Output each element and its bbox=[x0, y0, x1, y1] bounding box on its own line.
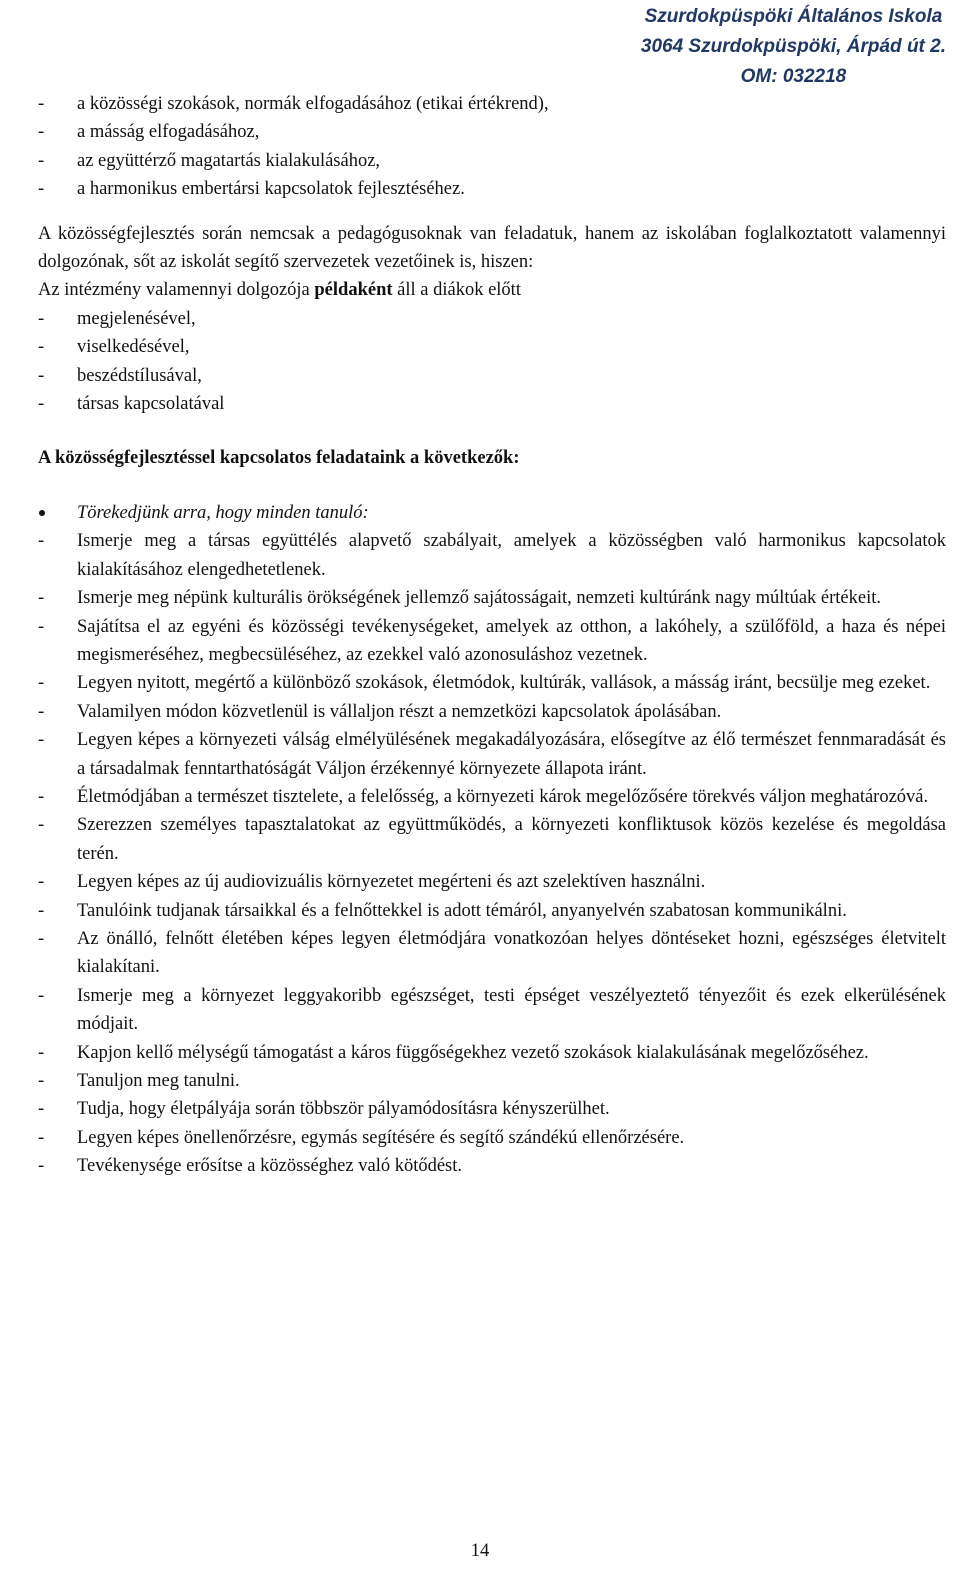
bullet-icon bbox=[39, 510, 45, 516]
community-paragraph bbox=[38, 220, 946, 305]
list-item: - Ismerje meg a társas együttélés alapvető szabályait, amelyek a közösségben való harmonikus kapcsolatok kialakításához elengedhetetlenek. bbox=[38, 527, 946, 584]
section-heading: A közösségfejlesztéssel kapcsolatos feladataink a következők: bbox=[38, 448, 520, 469]
school-om-id: OM: 032218 bbox=[740, 66, 847, 87]
values-list bbox=[38, 90, 946, 204]
page-number: 14 bbox=[470, 1541, 490, 1561]
document-body bbox=[38, 90, 946, 1181]
list-item: - Kapjon kellő mélységű támogatást a káros függőségekhez vezető szokások kialakulásának megelőzőséhez. bbox=[38, 1039, 946, 1067]
paragraph-text: A közösségfejlesztés során nemcsak a pedagógusoknak van feladatuk, hanem az iskolában foglalkoztatott valamennyi dolgozónak, sőt az iskolát segítő szervezetek vezetőinek is, hiszen: bbox=[38, 223, 946, 273]
list-item: - Sajátítsa el az egyéni és közösségi tevékenységeket, amelyek az otthon, a lakóhely, a szülőföld, a haza és népei megismeréséhez, megbecsüléséhez, az ezekkel való azonosuláshoz vezetnek. bbox=[38, 613, 946, 670]
list-item: - Tevékenysége erősítse a közösséghez való kötődést. bbox=[38, 1152, 946, 1180]
list-item: - Legyen képes önellenőrzésre, egymás segítésére és segítő szándékú ellenőrzésére. bbox=[38, 1124, 946, 1152]
bullet-intro-text: Törekedjünk arra, hogy minden tanuló: bbox=[77, 502, 369, 523]
list-item: - az együttérző magatartás kialakulásához, bbox=[38, 147, 946, 175]
list-item: - viselkedésével, bbox=[38, 333, 946, 361]
list-item: - Valamilyen módon közvetlenül is vállaljon részt a nemzetközi kapcsolatok ápolásában. bbox=[38, 698, 946, 726]
list-item: - Legyen képes az új audiovizuális környezetet megérteni és azt szelektíven használni. bbox=[38, 868, 946, 896]
list-item: - Ismerje meg a környezet leggyakoribb egészséget, testi épséget veszélyeztető tényezőit és ezek elkerülésének módjait. bbox=[38, 982, 946, 1039]
list-item: - társas kapcsolatával bbox=[38, 390, 946, 418]
bullet-intro bbox=[38, 499, 946, 527]
example-sentence-start: Az intézmény valamennyi dolgozója bbox=[38, 280, 315, 301]
example-emphasis: példaként bbox=[314, 280, 393, 301]
list-item: - Szerezzen személyes tapasztalatokat az együttműködés, a környezeti konfliktusok közös kezelése és megoldása terén. bbox=[38, 811, 946, 868]
list-item: - Tanuljon meg tanulni. bbox=[38, 1067, 946, 1095]
list-item: - Tanulóink tudjanak társaikkal és a felnőttekkel is adott témáról, anyanyelvén szabatosan kommunikálni. bbox=[38, 897, 946, 925]
list-item: - a harmonikus embertársi kapcsolatok fejlesztéséhez. bbox=[38, 175, 946, 203]
list-item: - Legyen nyitott, megértő a különböző szokások, életmódok, kultúrák, vallások, a másság iránt, becsülje meg ezeket. bbox=[38, 669, 946, 697]
list-item: - a másság elfogadásához, bbox=[38, 118, 946, 146]
list-item: - Legyen képes a környezeti válság elmélyülésének megakadályozására, elősegítve az élő természet fennmaradását és a társadalmak fenntarthatóságát Váljon érzékennyé környezete állapota iránt. bbox=[38, 726, 946, 783]
list-item: - Az önálló, felnőtt életében képes legyen életmódjára vonatkozóan helyes döntéseket hozni, egészséges életvitelt kialakítani. bbox=[38, 925, 946, 982]
list-item: - beszédstílusával, bbox=[38, 362, 946, 390]
tasks-list bbox=[38, 527, 946, 1180]
example-sentence-end: áll a diákok előtt bbox=[392, 280, 521, 301]
example-sentence bbox=[38, 276, 946, 304]
example-list bbox=[38, 305, 946, 419]
school-address: 3064 Szurdokpüspöki, Árpád út 2. bbox=[640, 36, 946, 57]
school-name: Szurdokpüspöki Általános Iskola bbox=[644, 6, 943, 27]
list-item: - megjelenésével, bbox=[38, 305, 946, 333]
list-item: - Ismerje meg népünk kulturális örökségének jellemző sajátosságait, nemzeti kultúránk nagy múltúak értékeit. bbox=[38, 584, 946, 612]
list-item: - a közösségi szokások, normák elfogadásához (etikai értékrend), bbox=[38, 90, 946, 118]
page-header bbox=[641, 2, 946, 92]
list-item: - Életmódjában a természet tisztelete, a felelősség, a környezeti károk megelőzősére törekvés váljon meghatározóvá. bbox=[38, 783, 946, 811]
list-item: - Tudja, hogy életpályája során többször pályamódosításra kényszerülhet. bbox=[38, 1095, 946, 1123]
